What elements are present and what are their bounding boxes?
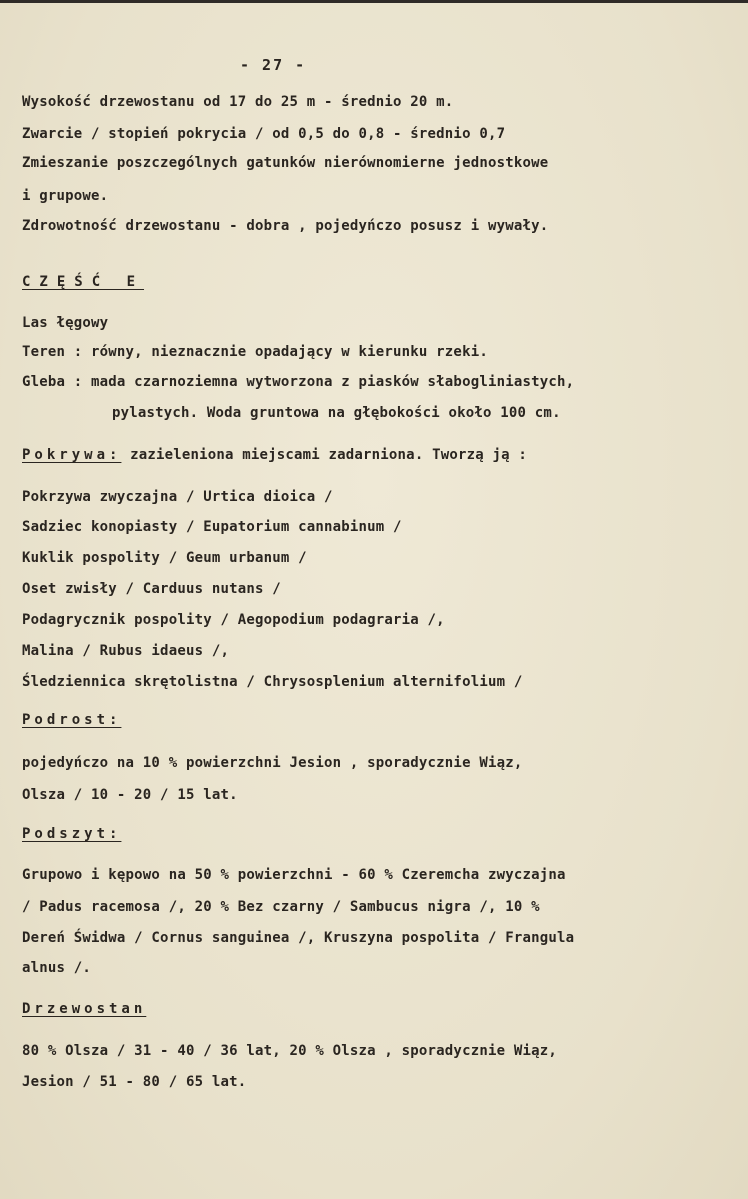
species-item: Śledziennica skrętolistna / Chrysosplenium alternifolium / [22, 674, 523, 690]
section-heading-part-e: CZĘŚĆ E [22, 274, 145, 290]
forest-type: Las łęgowy [22, 315, 109, 331]
soil-line: Gleba : mada czarnoziemna wytworzona z piasków słabogliniastych, [22, 374, 575, 390]
section-heading-stand: Drzewostan [22, 1001, 147, 1017]
shrubs-line: alnus /. [22, 960, 92, 976]
page-top-edge [0, 0, 748, 3]
section-heading-shrubs: Podszyt: [22, 826, 122, 842]
text-line: Zmieszanie poszczególnych gatunków nierównomierne jednostkowe [22, 155, 549, 171]
text-line: i grupowe. [22, 188, 109, 204]
section-heading-undergrowth: Podrost: [22, 712, 122, 728]
shrubs-line: / Padus racemosa /, 20 % Bez czarny / Sambucus nigra /, 10 % [22, 899, 540, 915]
species-item: Malina / Rubus idaeus /, [22, 643, 230, 659]
text-line: Wysokość drzewostanu od 17 do 25 m - średnio 20 m. [22, 94, 454, 110]
shrubs-line: Dereń Świdwa / Cornus sanguinea /, Kruszyna pospolita / Frangula [22, 930, 575, 946]
cover-description: zazieleniona miejscami zadarniona. Tworzą ją : [121, 447, 527, 463]
stand-line: Jesion / 51 - 80 / 65 lat. [22, 1074, 247, 1090]
undergrowth-line: Olsza / 10 - 20 / 15 lat. [22, 787, 238, 803]
undergrowth-line: pojedyńczo na 10 % powierzchni Jesion , sporadycznie Wiąz, [22, 755, 523, 771]
species-item: Kuklik pospolity / Geum urbanum / [22, 550, 307, 566]
section-heading-cover: Pokrywa: [22, 447, 122, 463]
species-item: Podagrycznik pospolity / Aegopodium podagraria /, [22, 612, 445, 628]
stand-line: 80 % Olsza / 31 - 40 / 36 lat, 20 % Olsza , sporadycznie Wiąz, [22, 1043, 557, 1059]
terrain-line: Teren : równy, nieznacznie opadający w kierunku rzeki. [22, 344, 488, 360]
shrubs-line: Grupowo i kępowo na 50 % powierzchni - 60 % Czeremcha zwyczajna [22, 867, 566, 883]
cover-line [22, 447, 527, 463]
page-number: - 27 - [240, 56, 307, 74]
text-line: Zdrowotność drzewostanu - dobra , pojedyńczo posusz i wywały. [22, 218, 549, 234]
text-line: Zwarcie / stopień pokrycia / od 0,5 do 0,8 - średnio 0,7 [22, 126, 506, 142]
species-item: Oset zwisły / Carduus nutans / [22, 581, 281, 597]
species-item: Pokrzywa zwyczajna / Urtica dioica / [22, 489, 333, 505]
species-item: Sadziec konopiasty / Eupatorium cannabinum / [22, 519, 402, 535]
soil-line: pylastych. Woda gruntowa na głębokości około 100 cm. [112, 405, 561, 421]
